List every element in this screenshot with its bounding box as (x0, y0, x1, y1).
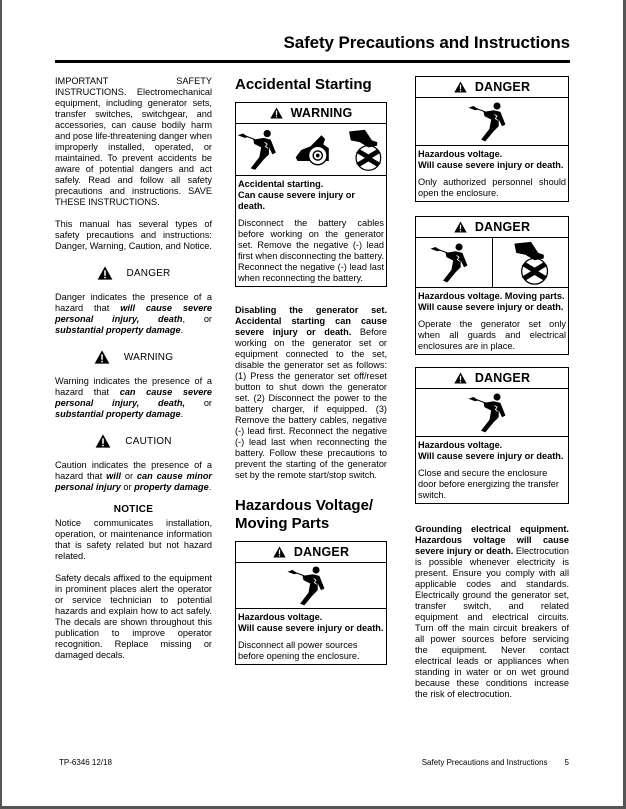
footer-right (422, 758, 569, 767)
grounding-bold: Grounding electrical equipment. Hazardous voltage will cause severe injury or death. (415, 524, 569, 556)
intro-paragraph: IMPORTANT SAFETY INSTRUCTIONS. Electromechanical equipment, including generator sets, transfer switches, switchgear, and accessories, can cause bodily harm and pose life-threatening danger when improperly installed, operated, or maintained. To prevent accidents be aware of potential dangers and act safely. Read and follow all safety precautions and instructions. SAVE THESE INSTRUCTIONS. (55, 76, 212, 207)
caution-emphasis: will (106, 471, 121, 481)
grounding-paragraph (415, 524, 569, 700)
caution-text: Caution indicates the presence of a hazard that (55, 460, 212, 481)
warning-signal-heading (55, 350, 212, 364)
notice-definition: Notice communicates installation, operation, or maintenance information that is safety related but not hazard related. (55, 518, 212, 561)
decal-body (236, 176, 386, 286)
electrocution-figure-icon (466, 392, 518, 434)
fan-hand-hazard-icon (342, 128, 386, 172)
disabling-text: Before working on the generator set or equipment connected to the set, disable the generator set as follows: (1) Press the generator set off/reset button to shut down the generator set. (2) Disconnect the power to the battery charger, if equipped. (3) Remove the battery cables, negative (-) lead first. Reconnect the negative (-) lead last when reconnecting the battery. Follow these precautions to prevent the starting of the generator set by the remote start/stop switch. (235, 327, 388, 480)
decal-pictograms (416, 98, 568, 146)
warning-label: WARNING (123, 351, 174, 363)
danger-emphasis: substantial property damage (55, 325, 181, 335)
decal-body (416, 288, 568, 354)
warning-text: or (185, 398, 212, 408)
header-rule (55, 60, 570, 63)
pictogram-cell (492, 238, 569, 287)
column-1 (55, 76, 212, 672)
warning-definition (55, 376, 212, 420)
grounding-text: Electrocution is possible whenever electricity is present. Ensure you comply with all applicable codes and standards. Electrically ground the generator set, transfer switch, and related equipment and electrical circuits. Turn off the main circuit breakers of all power sources before servicing the equipment. Never contact electrical leads or appliances when standing in water or on wet ground because these conditions increase the risk of electrocution. (415, 546, 569, 699)
caution-signal-heading (55, 434, 212, 448)
decal-body (416, 146, 568, 201)
warning-triangle-icon (273, 546, 286, 558)
danger-text: . (180, 325, 184, 335)
types-paragraph: This manual has several types of safety precautions and instructions: Danger, Warning, Caution, and Notice. (55, 219, 212, 251)
page-number: 5 (564, 758, 569, 767)
caution-emphasis: can cause minor personal injury (55, 471, 213, 492)
caution-text: . (208, 482, 212, 492)
decal-header (236, 542, 386, 563)
electrocution-figure-icon (285, 565, 337, 607)
decal-instruction: Operate the generator set only when all guards and electrical enclosures are in place. (418, 319, 566, 351)
section-title-hazardous-voltage: Hazardous Voltage/ Moving Parts (235, 497, 374, 532)
rotating-hand-hazard-icon (292, 131, 338, 169)
decal-consequence-line: Will cause severe injury or death. (418, 302, 564, 312)
caution-text: or (120, 471, 137, 481)
caution-definition (55, 460, 212, 493)
footer-section-title: Safety Precautions and Instructions (421, 758, 548, 767)
danger-emphasis: will cause severe personal injury, death (55, 303, 212, 324)
decal-instruction: Only authorized personnel should open the enclosure. (418, 177, 566, 198)
decals-paragraph: Safety decals affixed to the equipment in prominent places alert the operator or service technician to potential hazards and explain how to act safely. The decals are shown throughout this publication to improve operator recognition. Replace missing or damaged decals. (55, 573, 212, 660)
decal-body (236, 609, 386, 664)
decal-consequence-line: Can cause severe injury or death. (238, 190, 355, 211)
danger-decal-hazardous-voltage (235, 541, 387, 665)
decal-pictograms (236, 124, 386, 176)
danger-signal-heading (55, 266, 212, 280)
decal-instruction: Disconnect the battery cables before working on the generator set. Remove the negative (-) lead first when disconnecting the battery. Reconnect the negative (-) lead last when reconnecting the battery. (238, 218, 384, 283)
decal-signal-word: DANGER (474, 370, 531, 385)
decal-pictograms (416, 238, 568, 288)
decal-signal-word: DANGER (293, 544, 350, 559)
decal-body (416, 437, 568, 503)
page-title: Safety Precautions and Instructions (283, 33, 570, 52)
warning-triangle-icon (94, 350, 110, 364)
danger-definition (55, 292, 212, 336)
warning-triangle-icon (454, 372, 467, 384)
decal-header (236, 103, 386, 124)
caution-emphasis: property damage (134, 482, 209, 492)
decal-consequence-line: Will cause severe injury or death. (238, 623, 384, 633)
section-title-accidental-starting: Accidental Starting (235, 76, 372, 93)
decal-signal-word: WARNING (290, 105, 353, 120)
disabling-paragraph (235, 305, 387, 481)
warning-triangle-icon (270, 107, 283, 119)
danger-label: DANGER (126, 267, 171, 279)
decal-signal-word: DANGER (474, 219, 531, 234)
warning-emphasis: substantial property damage (55, 409, 181, 419)
footer-doc-id: TP-6346 12/18 (59, 758, 112, 767)
electrocution-figure-icon (428, 242, 480, 284)
decal-hazard-line: Hazardous voltage. (418, 149, 503, 159)
electrocution-figure-icon (466, 101, 518, 143)
decal-instruction: Disconnect all power sources before opening the enclosure. (238, 640, 360, 661)
warning-triangle-icon (454, 81, 467, 93)
danger-decal-enclosure-door (415, 367, 569, 504)
caution-label: CAUTION (125, 435, 172, 447)
decal-pictograms (416, 389, 568, 437)
decal-hazard-line: Accidental starting. (238, 179, 324, 189)
warning-emphasis: can cause severe personal injury, death, (55, 387, 212, 408)
decal-instruction: Close and secure the enclosure door before energizing the transfer switch. (418, 468, 559, 500)
decal-pictograms (236, 563, 386, 609)
column-3 (415, 76, 569, 711)
danger-text: Danger indicates the presence of a hazard that (55, 292, 212, 313)
decal-hazard-line: Hazardous voltage. (418, 440, 503, 450)
warning-text: . (180, 409, 184, 419)
decal-hazard-line: Hazardous voltage. (238, 612, 323, 622)
fan-hand-hazard-icon (506, 240, 554, 286)
decal-hazard-line: Hazardous voltage. Moving parts. (418, 291, 565, 301)
danger-text: , or (182, 314, 212, 324)
warning-triangle-icon (454, 221, 467, 233)
warning-text: Warning indicates the presence of a hazard that (55, 376, 212, 397)
notice-heading: NOTICE (113, 504, 154, 515)
danger-decal-moving-parts (415, 216, 569, 355)
warning-decal-accidental-starting (235, 102, 387, 287)
disabling-bold: Disabling the generator set. Accidental starting can cause severe injury or death. (235, 305, 387, 337)
decal-header (416, 368, 568, 389)
warning-triangle-icon (97, 266, 113, 280)
decal-header (416, 217, 568, 238)
decal-consequence-line: Will cause severe injury or death. (418, 160, 564, 170)
pictogram-cell (416, 238, 492, 287)
danger-decal-authorized-personnel (415, 76, 569, 202)
warning-triangle-icon (95, 434, 111, 448)
column-2 (235, 76, 387, 677)
electrocution-figure-icon (236, 128, 288, 172)
decal-header (416, 77, 568, 98)
decal-signal-word: DANGER (474, 79, 531, 94)
caution-text: or (120, 482, 135, 492)
decal-consequence-line: Will cause severe injury or death. (418, 451, 564, 461)
